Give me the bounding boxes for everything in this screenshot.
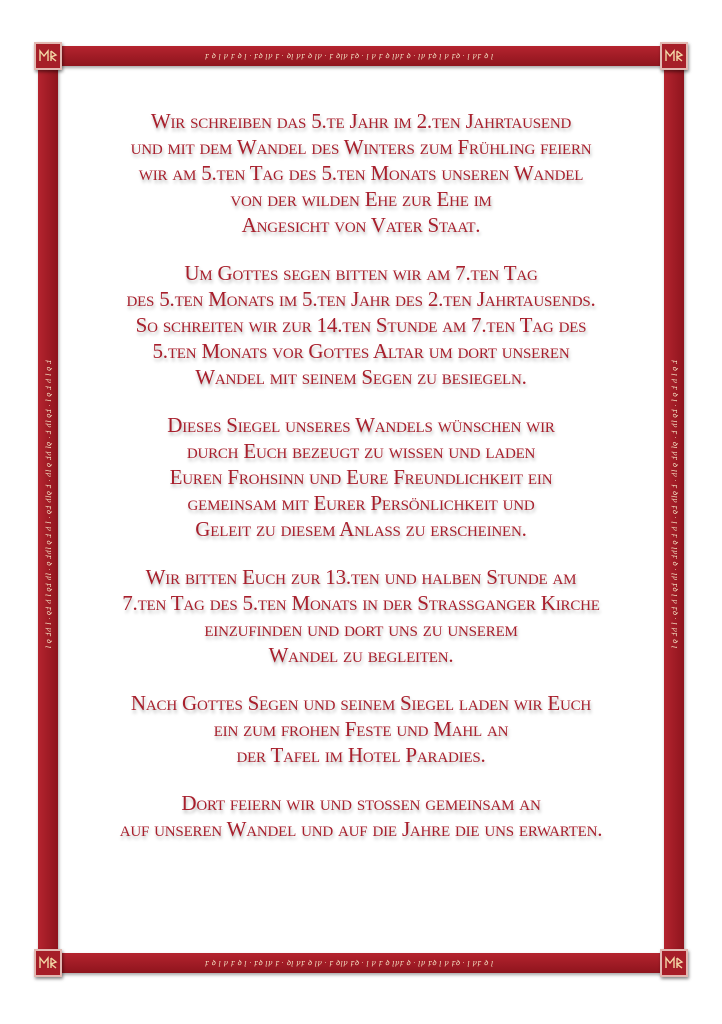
- text-line: Angesicht von Vater Staat.: [241, 213, 481, 237]
- text-line: der Tafel im Hotel Paradies.: [236, 743, 486, 767]
- text-line: und mit dem Wandel des Winters zum Frühling feiern: [130, 135, 592, 159]
- invitation-text: [70, 108, 652, 864]
- paragraph: [70, 260, 652, 390]
- paragraph: [70, 690, 652, 768]
- ornamental-script-top: ꝼ ꝺ ꞁ ꝩ ꝼ ꝺ ꞁ · ꝼꝺ ꞁꝩ ꝼ · ꝺꞁ ꝩꝼ ꝺ ꞁꝩ · ꝼ ꝺꞁꝩ ꝼꝺ · ꞁ ꝩ ꝼ ꝺ ꞁꝩꝼ ꝺ · ꞁꝩ ꝼꝺ ꞁ ꝩ ꝼꝺ · ꞁ ꝩꝼ ꝺ ꞁ: [205, 52, 494, 60]
- paragraph: [70, 564, 652, 668]
- text-line: Wandel mit seinem Segen zu besiegeln.: [195, 365, 527, 389]
- paragraph: [70, 790, 652, 842]
- text-line: Wir schreiben das 5.te Jahr im 2.ten Jahrtausend: [150, 109, 572, 133]
- text-line: wir am 5.ten Tag des 5.ten Monats unseren Wandel: [138, 161, 584, 185]
- text-line: 7.ten Tag des 5.ten Monats in der Strassganger Kirche: [122, 591, 600, 615]
- ornamental-script-bottom: ꝼ ꝺ ꞁ ꝩ ꝼ ꝺ ꞁ · ꝼꝺ ꞁꝩ ꝼ · ꝺꞁ ꝩꝼ ꝺ ꞁꝩ · ꝼ ꝺꞁꝩ ꝼꝺ · ꞁ ꝩ ꝼ ꝺ ꞁꝩꝼ ꝺ · ꞁꝩ ꝼꝺ ꞁ ꝩ ꝼꝺ · ꞁ ꝩꝼ ꝺ ꞁ: [205, 959, 494, 967]
- text-line: durch Euch bezeugt zu wissen und laden: [186, 439, 536, 463]
- monogram-rune-icon: [660, 949, 688, 977]
- text-line: Wir bitten Euch zur 13.ten und halben Stunde am: [145, 565, 577, 589]
- text-line: gemeinsam mit Eurer Persönlichkeit und: [187, 491, 535, 515]
- ornamental-script-right: ꝼ ꝺ ꞁ ꝩ ꝼ ꝺ ꞁ · ꝼꝺ ꞁꝩ ꝼ · ꝺꞁ ꝩꝼ ꝺ ꞁꝩ · ꝼ ꝺꞁꝩ ꝼꝺ · ꞁ ꝩ ꝼ ꝺ ꞁꝩꝼ ꝺ · ꞁꝩ ꝼꝺ ꞁ ꝩ ꝼꝺ · ꞁ ꝩꝼ ꝺ ꞁ: [671, 360, 679, 649]
- text-line: 5.ten Monats vor Gottes Altar um dort unseren: [152, 339, 570, 363]
- text-line: Um Gottes segen bitten wir am 7.ten Tag: [184, 261, 538, 285]
- text-line: ein zum frohen Feste und Mahl an: [213, 717, 509, 741]
- text-line: von der wilden Ehe zur Ehe im: [230, 187, 492, 211]
- monogram-rune-icon: [660, 42, 688, 70]
- text-line: So schreiten wir zur 14.ten Stunde am 7.ten Tag des: [135, 313, 587, 337]
- text-line: Wandel zu begleiten.: [268, 643, 454, 667]
- text-line: Dieses Siegel unseres Wandels wünschen wir: [167, 413, 555, 437]
- text-line: des 5.ten Monats im 5.ten Jahr des 2.ten Jahrtausends.: [126, 287, 596, 311]
- ornamental-script-left: ꝼ ꝺ ꞁ ꝩ ꝼ ꝺ ꞁ · ꝼꝺ ꞁꝩ ꝼ · ꝺꞁ ꝩꝼ ꝺ ꞁꝩ · ꝼ ꝺꞁꝩ ꝼꝺ · ꞁ ꝩ ꝼ ꝺ ꞁꝩꝼ ꝺ · ꞁꝩ ꝼꝺ ꞁ ꝩ ꝼꝺ · ꞁ ꝩꝼ ꝺ ꞁ: [45, 360, 53, 649]
- paragraph: [70, 412, 652, 542]
- text-line: einzufinden und dort uns zu unserem: [204, 617, 518, 641]
- text-line: Euren Frohsinn und Eure Freundlichkeit ein: [169, 465, 553, 489]
- text-line: Geleit zu diesem Anlass zu erscheinen.: [195, 517, 527, 541]
- monogram-rune-icon: [34, 42, 62, 70]
- monogram-rune-icon: [34, 949, 62, 977]
- paragraph: [70, 108, 652, 238]
- text-line: auf unseren Wandel und auf die Jahre die uns erwarten.: [119, 817, 603, 841]
- text-line: Nach Gottes Segen und seinem Siegel laden wir Euch: [130, 691, 592, 715]
- text-line: Dort feiern wir und stossen gemeinsam an: [181, 791, 541, 815]
